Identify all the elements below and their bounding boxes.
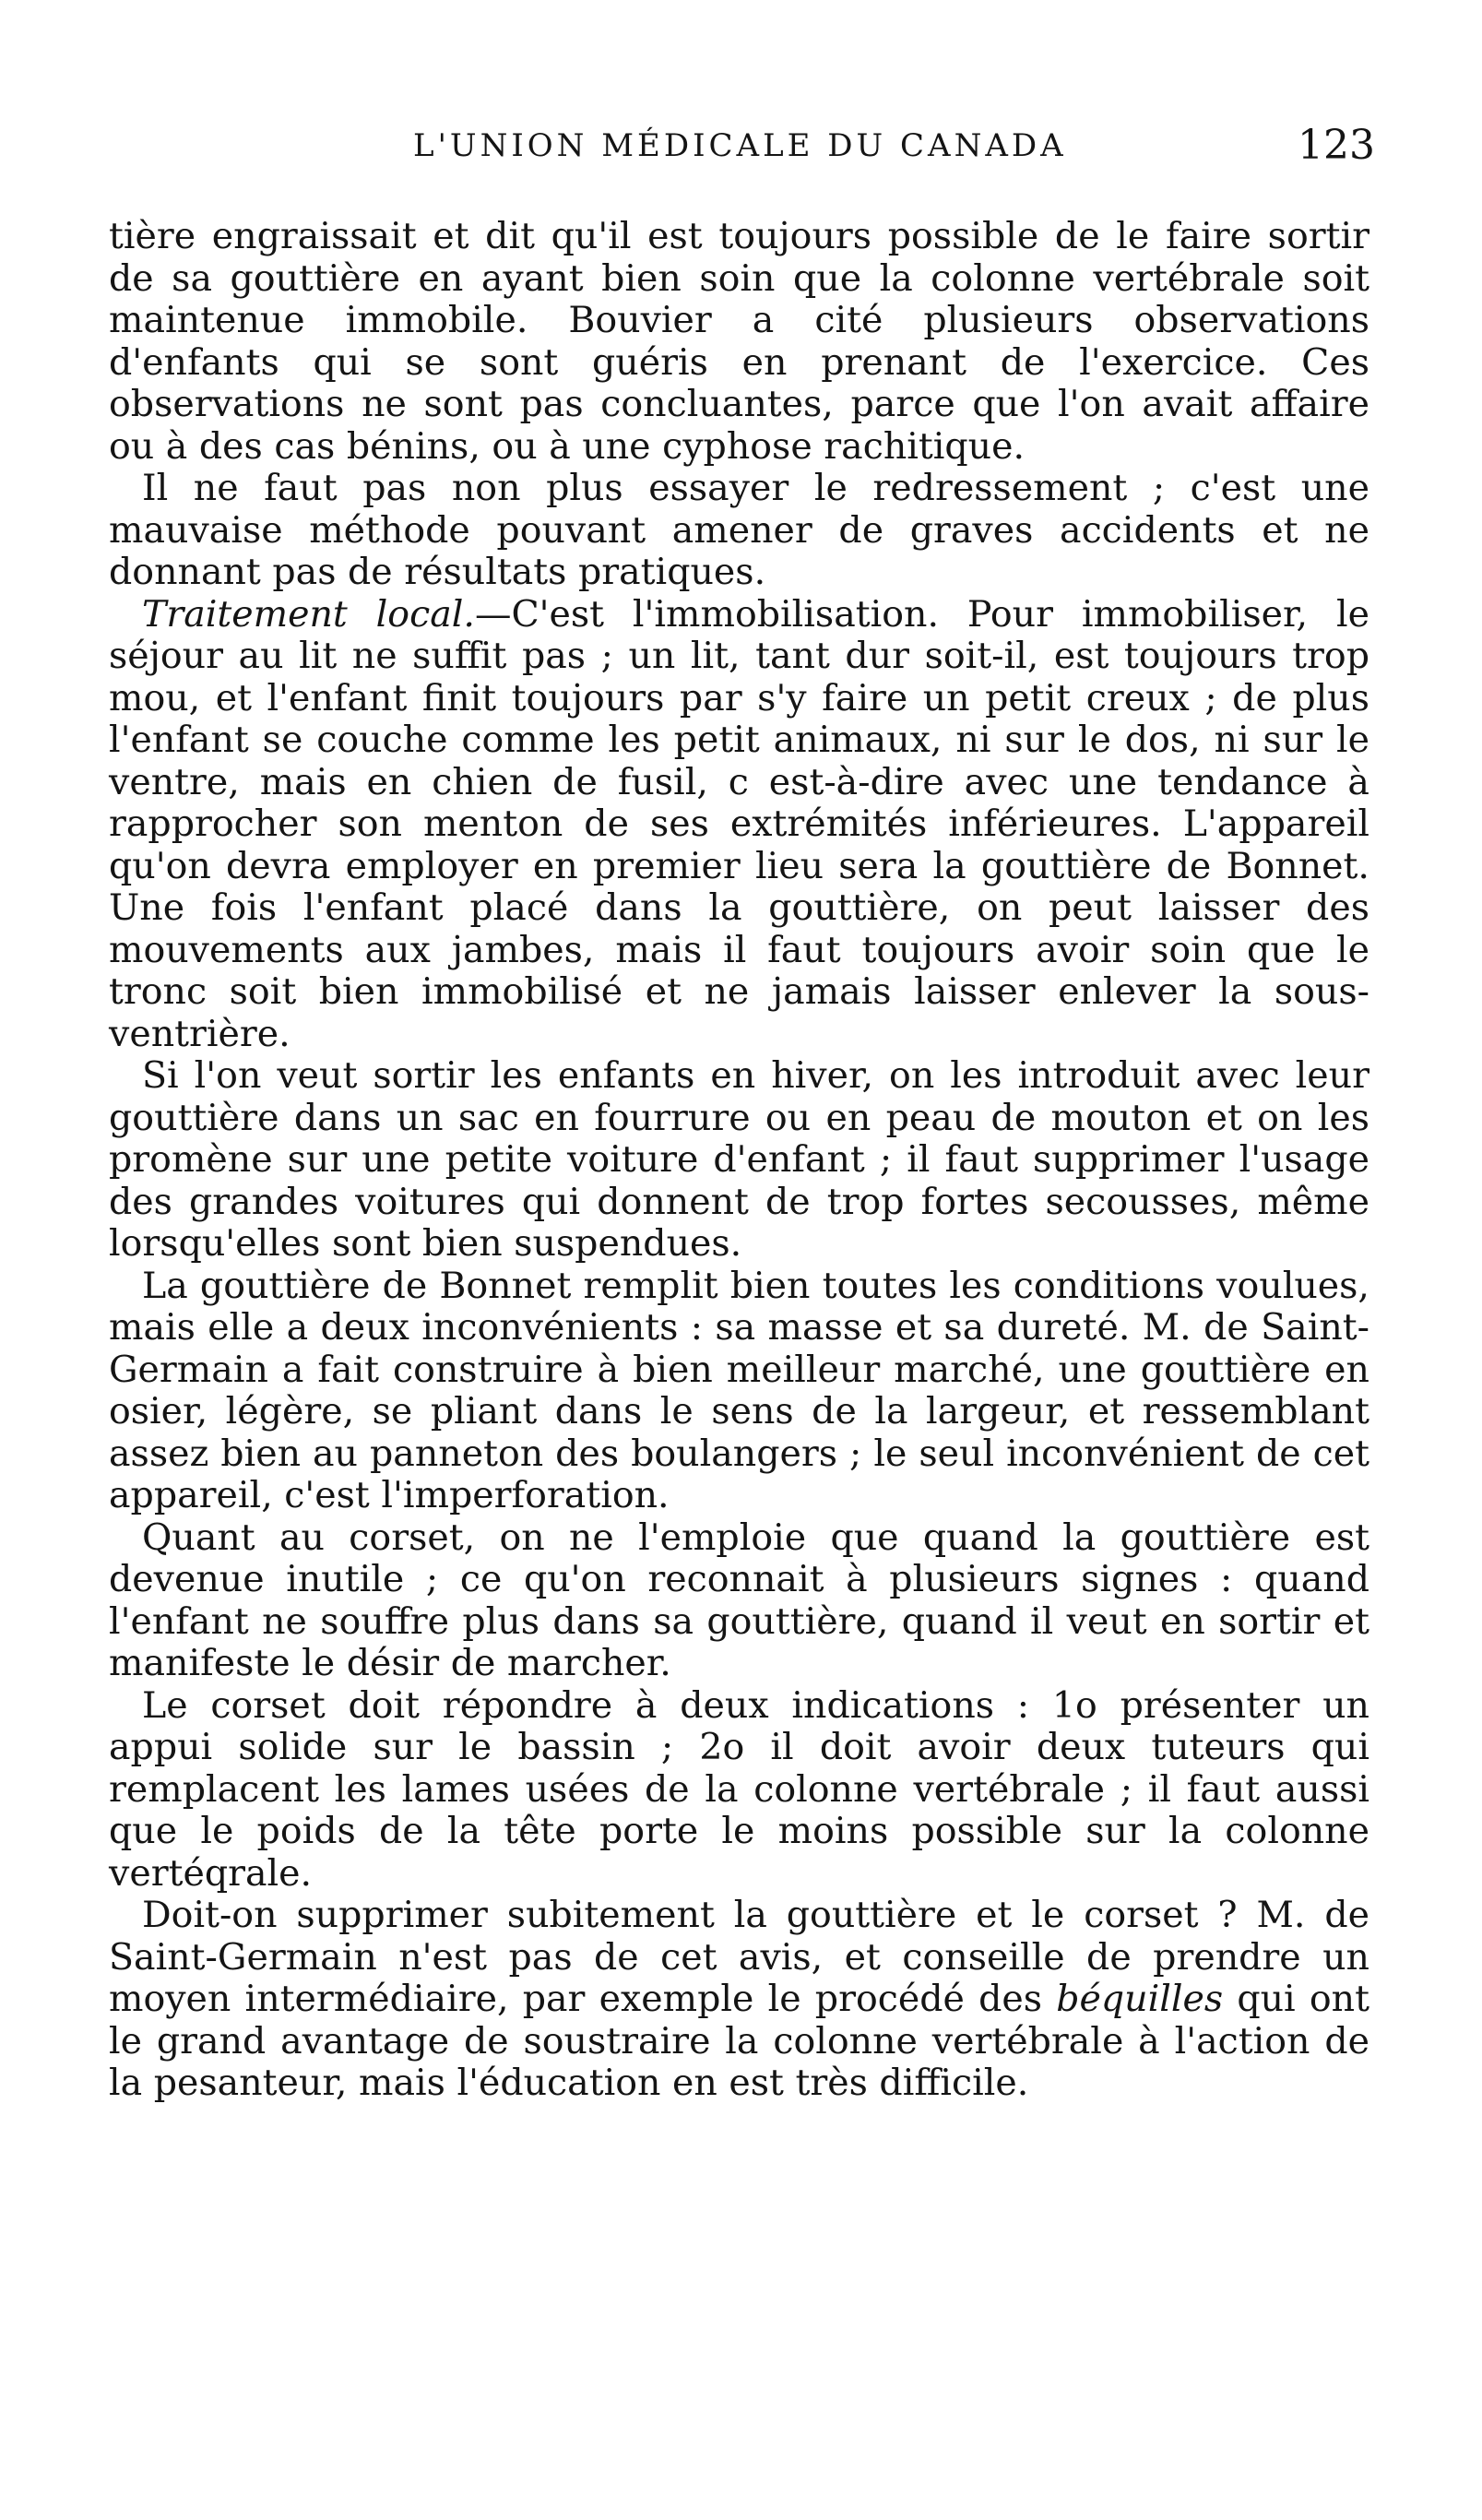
running-head: [0, 122, 1482, 183]
paragraph-redressement: [109, 468, 1369, 594]
paragraph-text: —C'est l'immobilisation. Pour immobiliser, le séjour au lit ne suffit pas ; un lit, tant dur soit-il, est toujours trop mou, et l'enfant finit toujours par s'y faire un petit creux ; de plus l'enfant se couche comme les petit animaux, ni sur le dos, ni sur le ventre, mais en chien de fusil, c est-à-dire avec une tendance à rapprocher son menton de ses extrémités inférieures. L'appareil qu'on devra employer en premier lieu sera la gouttière de Bonnet. Une fois l'enfant placé dans la gouttière, on peut laisser des mouvements aux jambes, mais il faut toujours avoir soin que le tronc soit bien immobilisé et ne jamais laisser enlever la sous-ventrière.: [109, 592, 1369, 1055]
paragraph-text: tière engraissait et dit qu'il est toujours possible de le faire sortir de sa gouttière en ayant bien soin que la colonne vertébrale soit maintenue immobile. Bouvier a cité plusieurs observations d'enfants qui se sont guéris en prenant de l'exercice. Ces observations ne sont pas concluantes, parce que l'on avait affaire ou à des cas bénins, ou à une cyphose rachitique.: [109, 215, 1369, 468]
paragraph-text: Si l'on veut sortir les enfants en hiver, on les introduit avec leur gouttière dans un sac en fourrure ou en peau de mouton et on les promène sur une petite voiture d'enfant ; il faut supprimer l'usage des grandes voitures qui donnent de trop fortes secousses, même lorsqu'elles sont bien suspendues.: [109, 1054, 1369, 1265]
paragraph-continuation: [109, 216, 1369, 468]
running-title: L'UNION MÉDICALE DU CANADA: [413, 127, 1067, 164]
paragraph-text: Doit-on supprimer subitement la gouttière et le corset ? M. de Saint-Germain n'est pas de cet avis, et conseille de prendre un moyen intermédiaire, par exemple le procédé des: [109, 1894, 1369, 2020]
section-lead: Traitement local.: [142, 592, 475, 636]
paragraph-gouttiere-bonnet: [109, 1266, 1369, 1517]
paragraph-indications: [109, 1685, 1369, 1896]
paragraph-text: La gouttière de Bonnet remplit bien toutes les conditions voulues, mais elle a deux inconvénients : sa masse et sa dureté. M. de Saint-Germain a fait construire à bien meilleur marché, une gouttière en osier, légère, se pliant dans le sens de la largeur, et ressemblant assez bien au panneton des boulangers ; le seul inconvénient de cet appareil, c'est l'imperforation.: [109, 1264, 1369, 1516]
paragraph-text-tail: qui ont le grand avantage de soustraire la colonne vertébrale à l'action de la pesanteur, mais l'éducation en est très difficile.: [109, 1978, 1369, 2104]
paragraph-text: Quant au corset, on ne l'emploie que quand la gouttière est devenue inutile ; ce qu'on reconnait à plusieurs signes : quand l'enfant ne souffre plus dans sa gouttière, quand il veut en sortir et manifeste le désir de marcher.: [109, 1516, 1369, 1684]
paragraph-corset: [109, 1517, 1369, 1685]
paragraph-traitement-local: [109, 594, 1369, 1056]
paragraph-text: Le corset doit répondre à deux indications : 1o présenter un appui solide sur le bassin ; 2o il doit avoir deux tuteurs qui remplacent les lames usées de la colonne vertébrale ; il faut aussi que le poids de la tête porte le moins possible sur la colonne vertéqrale.: [109, 1683, 1369, 1895]
paragraph-hiver: [109, 1055, 1369, 1266]
page-number: 123: [1298, 122, 1375, 169]
italic-term: béquilles: [1056, 1978, 1224, 2020]
body-text: [109, 216, 1369, 2105]
paragraph-text: Il ne faut pas non plus essayer le redressement ; c'est une mauvaise méthode pouvant amener de graves accidents et ne donnant pas de résultats pratiques.: [109, 467, 1369, 593]
paragraph-suppression: [109, 1895, 1369, 2105]
